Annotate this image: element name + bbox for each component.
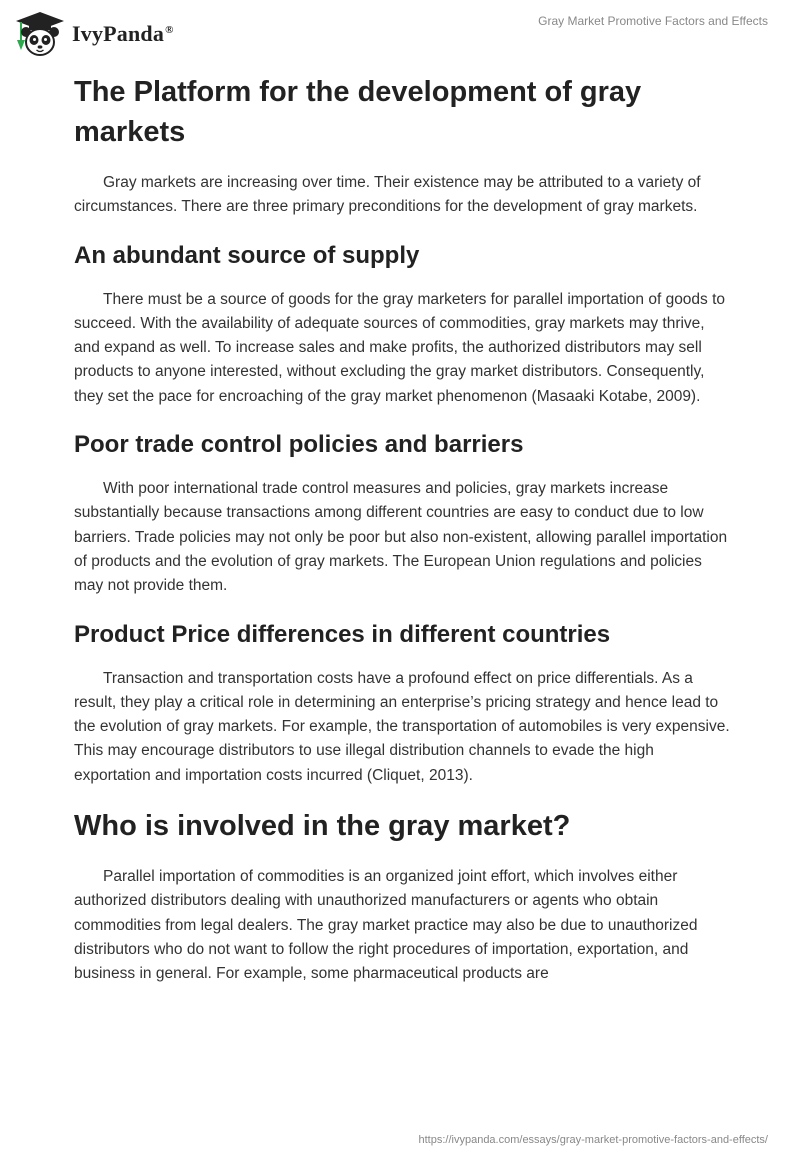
paragraph-intro: Gray markets are increasing over time. Their existence may be attributed to a variety of circumstances. There are three primary preconditions for the development of gray markets. (74, 174, 701, 216)
section-heading-trade: Poor trade control policies and barriers (74, 431, 524, 459)
section-heading-price: Product Price differences in different countries (74, 620, 611, 648)
brand-logo[interactable] (14, 8, 174, 60)
registered-mark: ® (165, 23, 174, 36)
section-heading-platform: The Platform for the development of gray markets (74, 76, 642, 148)
section-heading-supply: An abundant source of supply (74, 241, 420, 269)
brand-name: IvyPanda® (72, 21, 174, 46)
document-title: Gray Market Promotive Factors and Effects (538, 14, 768, 28)
paragraph-trade: With poor international trade control measures and policies, gray markets increase substantially because transactions among different countries are easy to conduct due to low barriers. Trade policies may not only be poor but also non-existent, allowing parallel importation of products and the evolution of gray markets. The European Union regulations and policies may not provide them. (74, 480, 728, 595)
panda-graduate-icon (14, 10, 66, 58)
paragraph-price: Transaction and transportation costs have a profound effect on price differentials. As a result, they play a critical role in determining an enterprise’s pricing strategy and hence lead to the evolution of gray markets. For example, the transportation of automobiles is very expensive. This may encourage distributors to use illegal distribution channels to evade the high exportation and importation costs incurred (Cliquet, 2013). (74, 669, 730, 784)
page-header (0, 0, 800, 66)
essay-content (74, 72, 734, 987)
paragraph-supply: There must be a source of goods for the gray marketers for parallel importation of goods to succeed. With the availability of adequate sources of commodities, gray markets may thrive, and expand as well. To increase sales and make profits, the authorized distributors may sell products to anyone interested, without excluding the gray market distributors. Consequently, they set the pace for encroaching of the gray market phenomenon (Masaaki Kotabe, 2009). (74, 290, 726, 405)
section-heading-involved: Who is involved in the gray market? (74, 810, 571, 843)
paragraph-involved: Parallel importation of commodities is an organized joint effort, which involves either authorized distributors dealing with unauthorized manufacturers or agents who obtain commodities from legal dealers. The gray market practice may also be due to unauthorized distributors who do not want to follow the right procedures of importation, exportation, and business in general. For example, some pharmaceutical products are (74, 868, 698, 983)
source-url[interactable]: https://ivypanda.com/essays/gray-market-promotive-factors-and-effects/ (418, 1134, 768, 1146)
